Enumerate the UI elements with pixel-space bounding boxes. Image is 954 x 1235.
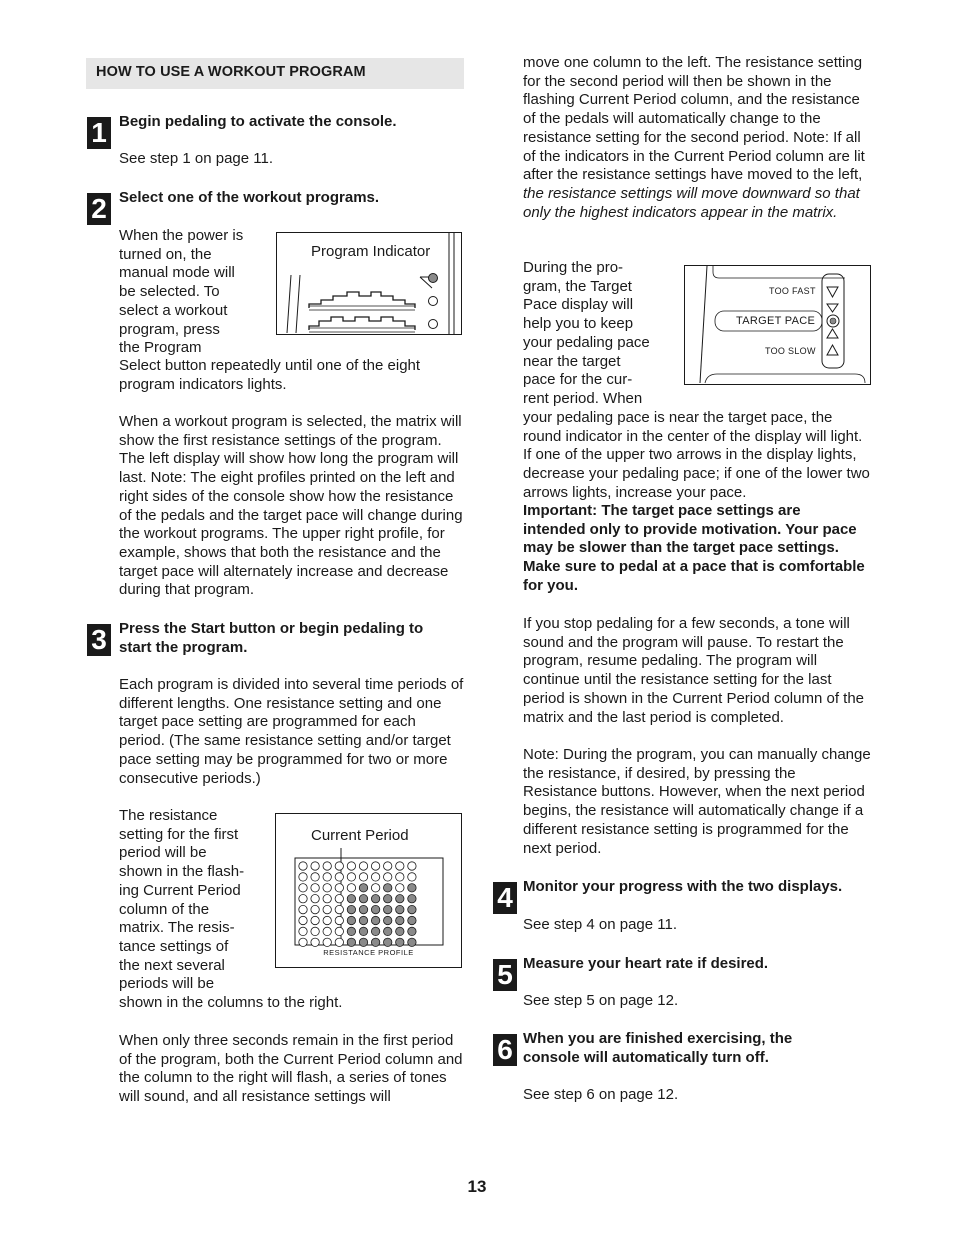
wrap-line: ing Current Period xyxy=(119,881,241,899)
manual-resistance-note: Note: During the program, you can manually change the resistance, if desired, by pressing the Resistance buttons. However, when the next period begins, the resistance will automatically change if a different resistance setting is programmed for the next period. xyxy=(523,746,871,857)
matrix-led xyxy=(408,938,416,946)
matrix-led xyxy=(311,895,319,903)
matrix-led xyxy=(347,884,355,892)
matrix-led xyxy=(384,927,392,935)
step-2-continuation: Select button repeatedly until one of the eight program indicators lights. xyxy=(119,357,421,393)
resistance-matrix xyxy=(276,814,461,967)
step-5-ref: See step 5 on page 12. xyxy=(523,992,679,1009)
matrix-led xyxy=(371,873,379,881)
wrap-line: gram, the Target xyxy=(523,277,632,295)
matrix-led xyxy=(384,862,392,870)
step-3-continuation: shown in the columns to the right. xyxy=(119,994,343,1011)
current-period-label: Current Period xyxy=(311,827,409,844)
wrap-line: shown in the flash- xyxy=(119,863,245,881)
matrix-led xyxy=(323,895,331,903)
matrix-led xyxy=(311,916,319,924)
step-1-ref: See step 1 on page 11. xyxy=(119,150,274,167)
matrix-led xyxy=(384,873,392,881)
step-3-wrap-text xyxy=(119,807,269,994)
matrix-led xyxy=(311,905,319,913)
step-number-5: 5 xyxy=(493,959,517,991)
matrix-led xyxy=(359,873,367,881)
program-indicator-label: Program Indicator xyxy=(311,243,431,260)
matrix-led xyxy=(311,927,319,935)
matrix-led xyxy=(408,873,416,881)
wrap-line: period will be xyxy=(119,844,207,862)
matrix-led xyxy=(299,927,307,935)
matrix-led xyxy=(335,927,343,935)
matrix-led xyxy=(408,905,416,913)
matrix-led xyxy=(396,905,404,913)
wrap-line: rent period. When xyxy=(523,389,643,407)
page-number: 13 xyxy=(467,1177,487,1196)
matrix-led xyxy=(359,895,367,903)
wrap-line: the Program xyxy=(119,339,202,357)
wrap-line: be selected. To xyxy=(119,283,220,301)
matrix-led xyxy=(359,862,367,870)
step-number-4: 4 xyxy=(493,882,517,914)
step-3-paragraph-1: Each program is divided into several time periods of different lengths. One resistance setting and one target pace setting are programmed for each period. (The same resistance setting and/or target pace setting may be programmed for two or more consecutive periods.) xyxy=(119,676,464,787)
matrix-led xyxy=(299,938,307,946)
matrix-led xyxy=(323,862,331,870)
wrap-line: Pace display will xyxy=(523,296,634,314)
step-3-title: Press the Start button or begin pedaling to start the program. xyxy=(119,620,424,656)
matrix-led xyxy=(396,873,404,881)
step-1-title: Begin pedaling to activate the console. xyxy=(119,113,397,130)
matrix-led xyxy=(347,895,355,903)
matrix-led xyxy=(396,938,404,946)
matrix-led xyxy=(408,884,416,892)
step-2-wrap-text xyxy=(119,227,269,358)
program-indicator-figure xyxy=(276,232,462,335)
matrix-led xyxy=(323,884,331,892)
matrix-led xyxy=(384,905,392,913)
continuation-italic-text: the resistance settings will move downward so that only the highest indicators appear in the matrix. xyxy=(523,184,860,221)
matrix-led xyxy=(335,884,343,892)
resistance-profile-figure xyxy=(275,813,462,968)
continuation-paragraph xyxy=(523,54,871,222)
wrap-line: your pedaling pace xyxy=(523,333,650,351)
step-6-title: When you are finished exercising, the console will automatically turn off. xyxy=(523,1030,793,1066)
wrap-line: During the pro- xyxy=(523,259,624,276)
wrap-line: help you to keep xyxy=(523,315,634,333)
matrix-led xyxy=(335,862,343,870)
matrix-led xyxy=(335,873,343,881)
matrix-led xyxy=(359,884,367,892)
matrix-led xyxy=(335,916,343,924)
matrix-led xyxy=(299,916,307,924)
matrix-led xyxy=(347,862,355,870)
matrix-led xyxy=(323,916,331,924)
matrix-led xyxy=(311,862,319,870)
too-fast-label: TOO FAST xyxy=(769,286,816,296)
step-2-title: Select one of the workout programs. xyxy=(119,189,380,206)
matrix-led xyxy=(323,873,331,881)
matrix-led xyxy=(335,938,343,946)
wrap-line: turned on, the xyxy=(119,245,212,263)
pause-paragraph: If you stop pedaling for a few seconds, a tone will sound and the program will pause. To restart the program, resume pedaling. The program will continue until the resistance setting for the last period is shown in the Current Period column of the matrix and the last period is completed. xyxy=(523,615,865,726)
matrix-led xyxy=(311,938,319,946)
matrix-led xyxy=(347,927,355,935)
matrix-led xyxy=(359,905,367,913)
step-4-ref: See step 4 on page 11. xyxy=(523,916,678,933)
matrix-led xyxy=(371,895,379,903)
wrap-line: manual mode will xyxy=(119,264,235,282)
matrix-led xyxy=(371,938,379,946)
resistance-profile-caption: RESISTANCE PROFILE xyxy=(323,948,414,957)
step-5-title: Measure your heart rate if desired. xyxy=(523,955,769,972)
matrix-led xyxy=(335,905,343,913)
step-number-6: 6 xyxy=(493,1034,517,1066)
matrix-led xyxy=(299,905,307,913)
matrix-led xyxy=(311,873,319,881)
matrix-led xyxy=(323,938,331,946)
matrix-led xyxy=(347,873,355,881)
matrix-led xyxy=(384,938,392,946)
target-pace-wrap-text xyxy=(523,259,683,409)
wrap-line: program, press xyxy=(119,320,220,338)
step-6-ref: See step 6 on page 12. xyxy=(523,1086,679,1103)
wrap-line: setting for the first xyxy=(119,825,239,843)
program-indicator-drawing xyxy=(277,233,461,334)
matrix-led xyxy=(359,916,367,924)
matrix-led xyxy=(299,884,307,892)
matrix-led xyxy=(396,916,404,924)
matrix-led xyxy=(396,884,404,892)
matrix-led xyxy=(408,916,416,924)
target-pace-figure xyxy=(684,265,871,385)
wrap-line: periods will be xyxy=(119,975,215,993)
matrix-led xyxy=(323,905,331,913)
matrix-led xyxy=(323,927,331,935)
wrap-line: the next several xyxy=(119,956,225,974)
target-pace-continuation: your pedaling pace is near the target pace, the round indicator in the center of the display will light. If one of the upper two arrows in the display lights, decrease your pedaling pace; if one of the lower two arrows lights, increase your pace. xyxy=(523,409,870,501)
matrix-led xyxy=(408,927,416,935)
wrap-line: near the target xyxy=(523,352,621,370)
too-slow-label: TOO SLOW xyxy=(765,346,816,356)
matrix-led xyxy=(371,884,379,892)
step-2-paragraph: When a workout program is selected, the matrix will show the first resistance settings of the program. The left display will show how long the program will last. Note: The eight profiles printed on the left and right sides of the console show how the resistance of the pedals and the target pace will change during the workout programs. The upper right profile, for example, shows that both the resistance and the target pace will alternately increase and decrease during that program. xyxy=(119,413,463,599)
matrix-led xyxy=(396,862,404,870)
matrix-led xyxy=(347,905,355,913)
matrix-led xyxy=(371,905,379,913)
wrap-line: When the power is xyxy=(119,227,244,244)
wrap-line: select a workout xyxy=(119,301,228,319)
step-3-paragraph-3: When only three seconds remain in the first period of the program, both the Current Period column and the column to the right will flash, a series of tones will sound, and all resistance settings will xyxy=(119,1032,463,1106)
matrix-led xyxy=(299,895,307,903)
step-number-1: 1 xyxy=(87,117,111,149)
matrix-led xyxy=(299,862,307,870)
matrix-led xyxy=(371,916,379,924)
matrix-led xyxy=(311,884,319,892)
target-pace-label: TARGET PACE xyxy=(736,315,816,327)
matrix-led xyxy=(299,873,307,881)
matrix-led xyxy=(408,895,416,903)
matrix-led xyxy=(384,916,392,924)
section-header: HOW TO USE A WORKOUT PROGRAM xyxy=(86,58,464,89)
continuation-text: move one column to the left. The resistance setting for the second period will then be shown in the flashing Current Period column, and the resistance of the pedals will automatically change to the resistance setting for the second period. Note: If all of the indicators in the Current Period column are lit after the resistance settings have moved to the left, xyxy=(523,54,865,184)
wrap-line: matrix. The resis- xyxy=(119,919,235,937)
step-number-2: 2 xyxy=(87,193,111,225)
matrix-led xyxy=(359,938,367,946)
matrix-led xyxy=(335,895,343,903)
matrix-led xyxy=(384,895,392,903)
important-note: Important: The target pace settings are intended only to provide motivation. Your pace may be slower than the target pace settings. Make sure to pedal at a pace that is comfortable for you. xyxy=(523,502,865,594)
matrix-led xyxy=(347,938,355,946)
step-number-3: 3 xyxy=(87,624,111,656)
matrix-led xyxy=(371,927,379,935)
matrix-led xyxy=(359,927,367,935)
wrap-line: column of the xyxy=(119,900,210,918)
wrap-line: The resistance xyxy=(119,807,218,824)
matrix-led xyxy=(384,884,392,892)
wrap-line: pace for the cur- xyxy=(523,371,633,389)
matrix-led xyxy=(408,862,416,870)
matrix-led xyxy=(396,927,404,935)
matrix-led xyxy=(371,862,379,870)
matrix-led xyxy=(396,895,404,903)
wrap-line: tance settings of xyxy=(119,937,229,955)
step-4-title: Monitor your progress with the two displays. xyxy=(523,878,843,895)
matrix-led xyxy=(347,916,355,924)
